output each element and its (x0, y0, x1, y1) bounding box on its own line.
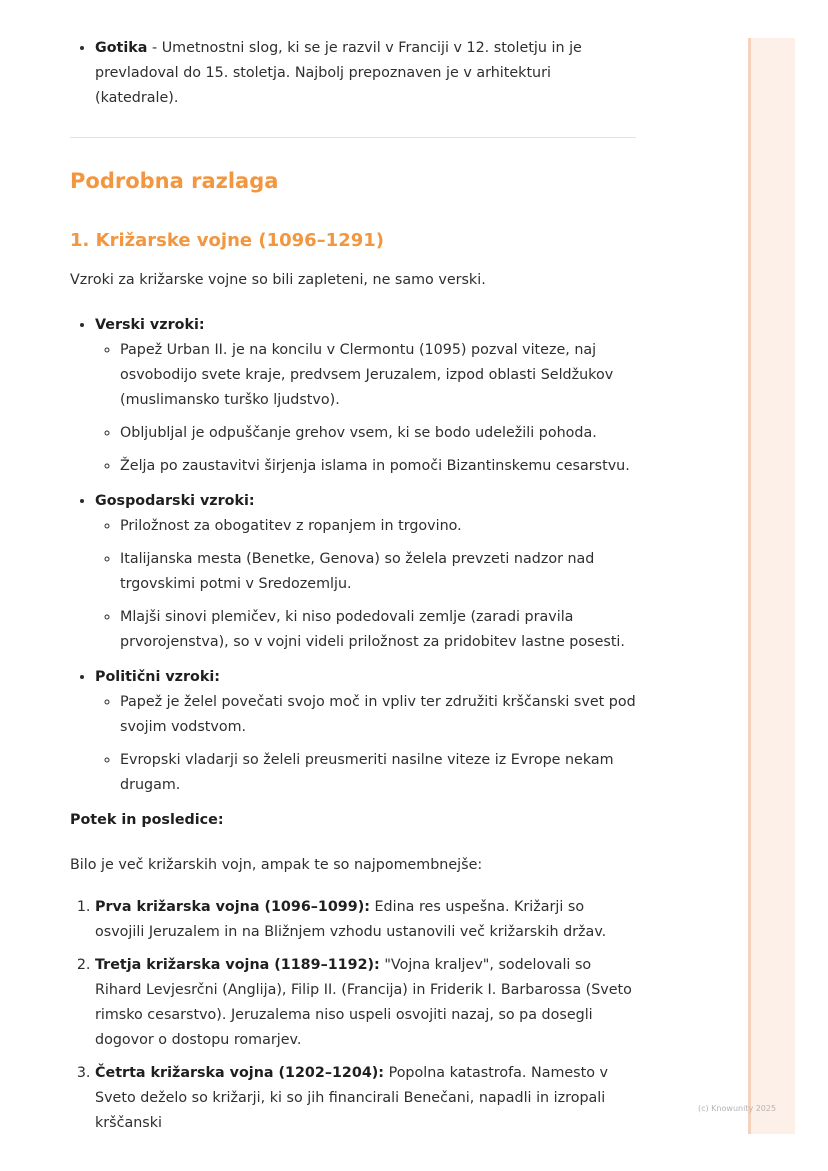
crusade-item (95, 895, 636, 945)
crusade-description: Popolna katastrofa. Namesto v Sveto deželo so križarji, ki so jih financirali Benečani, napadli in izropali krščanski (95, 1065, 608, 1131)
cause-category (95, 489, 636, 655)
cause-category (95, 665, 636, 798)
cause-item: ◦ Obljubljal je odpuščanje grehov vsem, ki se bodo udeležili pohoda. (120, 421, 636, 446)
causes-list (70, 313, 636, 798)
section-title: Podrobna razlaga (70, 169, 279, 193)
cause-items (95, 514, 636, 655)
cause-category-title: • Verski vzroki: (95, 317, 205, 333)
potek-heading (70, 808, 636, 833)
crusade-item (95, 953, 636, 1053)
glossary-item-gotika (95, 36, 636, 111)
crusade-title: Tretja križarska vojna (1189–1192): (95, 957, 380, 973)
crusade-item (95, 1061, 636, 1136)
cause-category-title: • Politični vzroki: (95, 669, 221, 685)
footer-copyright: (c) Knowunity 2025 (698, 1104, 777, 1113)
cause-item: ◦ Evropski vladarji so želeli preusmeriti nasilne viteze iz Evrope nekam drugam. (120, 748, 636, 798)
crusade-description: "Vojna kraljev", sodelovali so Rihard Levjesrčni (Anglija), Filip II. (Francija) in Friderik I. Barbarossa (Sveto rimsko cesarstvo). Jeruzalema niso uspeli osvojiti nazaj, so pa dosegli dogovor o dostopu romarjev. (95, 957, 632, 1048)
subsection-title: 1. Križarske vojne (1096–1291) (70, 230, 385, 251)
cause-items (95, 338, 636, 479)
intro-paragraph: Vzroki za križarske vojne so bili zapleteni, ne samo verski. (70, 272, 486, 288)
glossary-list (70, 36, 636, 111)
cause-category (95, 313, 636, 479)
sidebar-decoration (748, 38, 795, 1134)
document-content (70, 36, 636, 1144)
crusade-title: Prva križarska vojna (1096–1099): (95, 899, 370, 915)
cause-item: ◦ Papež Urban II. je na koncilu v Clermontu (1095) pozval viteze, naj osvobodijo svete kraje, predvsem Jeruzalem, izpod oblasti Seldžukov (muslimansko turško ljudstvo). (120, 338, 636, 413)
crusade-title: Četrta križarska vojna (1202–1204): (95, 1065, 385, 1081)
cause-item: ◦ Želja po zaustavitvi širjenja islama in pomoči Bizantinskemu cesarstvu. (120, 454, 636, 479)
cause-items (95, 690, 636, 798)
section-divider (70, 137, 636, 138)
glossary-definition: - Umetnostni slog, ki se je razvil v Franciji v 12. stoletju in je prevladoval do 15. stoletja. Najbolj prepoznaven je v arhitekturi (katedrale). (95, 40, 582, 106)
cause-item: ◦ Italijanska mesta (Benetke, Genova) so želela prevzeti nadzor nad trgovskimi potmi v Sredozemlju. (120, 547, 636, 597)
glossary-term: Gotika (95, 40, 148, 56)
cause-item: ◦ Mlajši sinovi plemičev, ki niso podedovali zemlje (zaradi pravila prvorojenstva), so v vojni videli priložnost za pridobitev lastne posesti. (120, 605, 636, 655)
cause-item: ◦ Papež je želel povečati svojo moč in vpliv ter združiti krščanski svet pod svojim vodstvom. (120, 690, 636, 740)
potek-intro: Bilo je več križarskih vojn, ampak te so najpomembnejše: (70, 857, 483, 873)
crusades-list (70, 895, 636, 1136)
crusade-description: Edina res uspešna. Križarji so osvojili Jeruzalem in na Bližnjem vzhodu ustanovili več križarskih držav. (95, 899, 607, 940)
potek-title: Potek in posledice: (70, 812, 224, 828)
cause-item: ◦ Priložnost za obogatitev z ropanjem in trgovino. (120, 514, 636, 539)
cause-category-title: • Gospodarski vzroki: (95, 493, 255, 509)
